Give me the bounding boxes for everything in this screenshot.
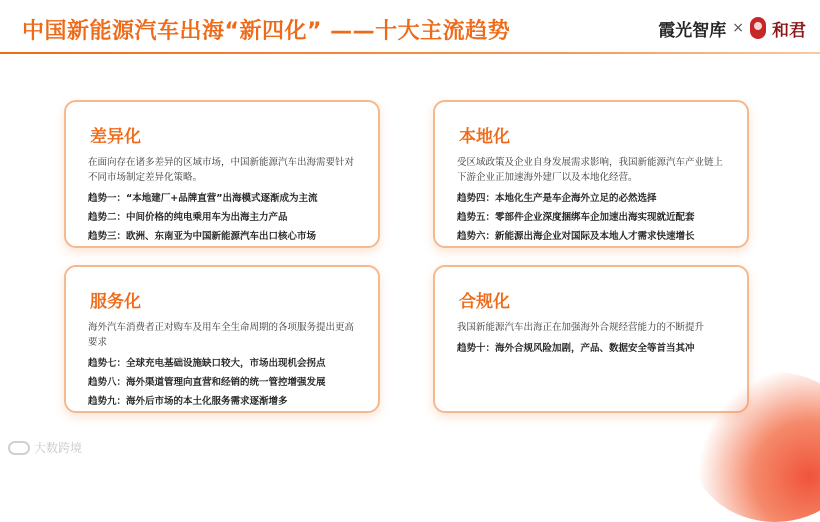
card-description: 我国新能源汽车出海正在加强海外合规经营能力的不断提升 <box>457 322 705 333</box>
card-description: 海外汽车消费者正对购车及用车全生命周期的各项服务提出更高要求 <box>88 322 355 348</box>
page-title: 中国新能源汽车出海“新四化” ——十大主流趋势 <box>22 19 511 44</box>
card-localization <box>433 100 749 248</box>
trend-item: 趋势二：中间价格的纯电乘用车为出海主力产品 <box>88 212 288 223</box>
title-divider <box>0 52 820 54</box>
card-title: 服务化 <box>90 292 141 312</box>
trend-item: 趋势九：海外后市场的本土化服务需求逐渐增多 <box>88 396 288 407</box>
trend-item: 趋势五：零部件企业深度捆绑车企加速出海实现就近配套 <box>457 212 695 223</box>
brand-separator: × <box>732 20 744 36</box>
brand-name: 霞光智库 <box>658 20 727 41</box>
partner-seal-icon <box>750 17 766 39</box>
trend-item: 趋势十：海外合规风险加剧，产品、数据安全等首当其冲 <box>457 343 695 354</box>
card-title: 差异化 <box>90 127 141 147</box>
card-description: 受区域政策及企业自身发展需求影响，我国新能源汽车产业链上下游企业正加速海外建厂以及本地化经营。 <box>457 157 724 183</box>
card-description: 在面向存在诸多差异的区域市场，中国新能源汽车出海需要针对不同市场制定差异化策略。 <box>88 157 355 183</box>
watermark-icon <box>8 441 30 455</box>
trend-item: 趋势三：欧洲、东南亚为中国新能源汽车出口核心市场 <box>88 231 317 242</box>
card-compliance <box>433 265 749 413</box>
watermark <box>8 439 82 456</box>
trend-item: 趋势六：新能源出海企业对国际及本地人才需求快速增长 <box>457 231 695 242</box>
card-title: 本地化 <box>459 127 510 147</box>
trend-item: 趋势七：全球充电基础设施缺口较大，市场出现机会拐点 <box>88 358 326 369</box>
trend-item: 趋势四：本地化生产是车企海外立足的必然选择 <box>457 193 657 204</box>
trend-item: 趋势一：“本地建厂+品牌直营”出海模式逐渐成为主流 <box>88 193 318 204</box>
card-title: 合规化 <box>459 292 510 312</box>
card-differentiation <box>64 100 380 248</box>
partner-name: 和君 <box>772 20 806 41</box>
brand-logos <box>658 14 806 42</box>
watermark-text: 大数跨境 <box>34 441 83 455</box>
trend-item: 趋势八：海外渠道管理向直营和经销的统一管控增强发展 <box>88 377 326 388</box>
card-servitization <box>64 265 380 413</box>
